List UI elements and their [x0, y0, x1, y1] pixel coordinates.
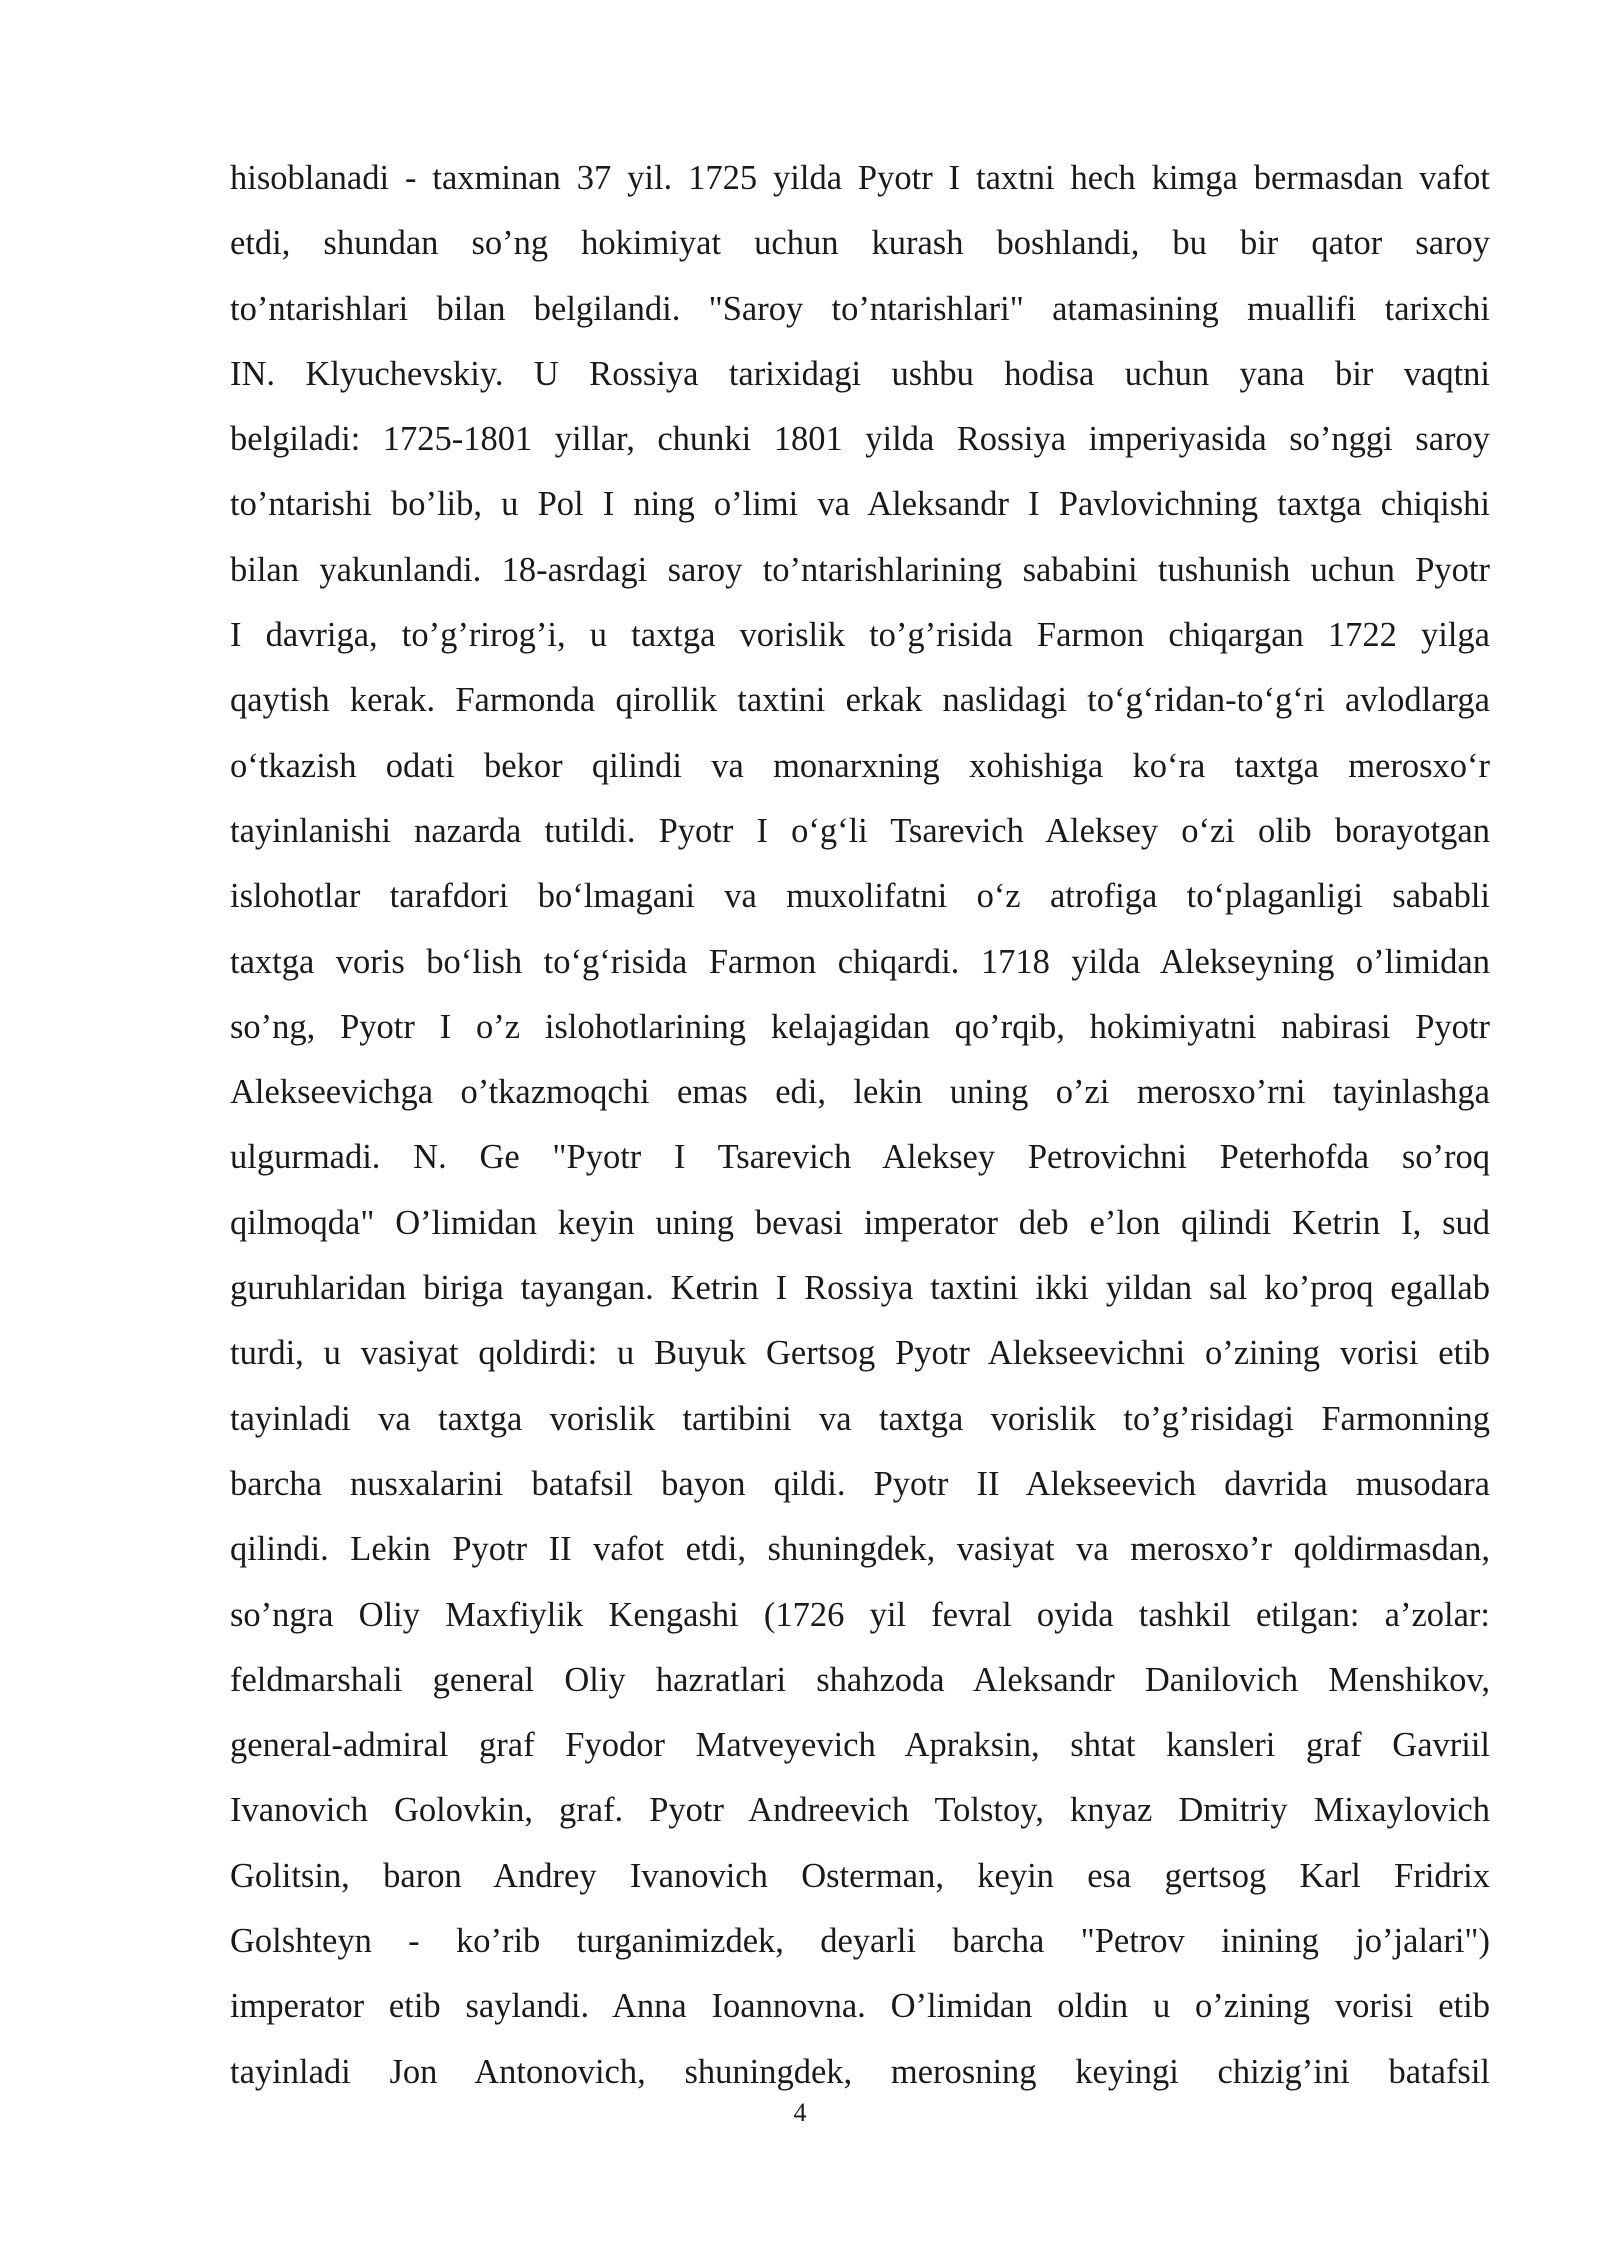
text-line: guruhlaridan biriga tayangan. Ketrin I Rossiya taxtini ikki yildan sal ko’proq egallab	[230, 1269, 1490, 1308]
text-line: tayinlanishi nazarda tutildi. Pyotr I o‘g‘li Tsarevich Aleksey o‘zi olib borayotgan	[230, 811, 1490, 850]
text-line: IN. Klyuchevskiy. U Rossiya tarixidagi ushbu hodisa uchun yana bir vaqtni	[230, 354, 1490, 393]
body-paragraph	[230, 146, 1490, 2105]
text-line: taxtga voris bo‘lish to‘g‘risida Farmon chiqardi. 1718 yilda Alekseyning o’limidan	[230, 942, 1490, 981]
text-line: to’ntarishi bo’lib, u Pol I ning o’limi va Aleksandr I Pavlovichning taxtga chiqishi	[230, 485, 1490, 524]
text-line: general-admiral graf Fyodor Matveyevich Apraksin, shtat kansleri graf Gavriil	[230, 1726, 1490, 1765]
text-line: feldmarshali general Oliy hazratlari shahzoda Aleksandr Danilovich Menshikov,	[230, 1660, 1490, 1699]
text-line: Alekseevichga o’tkazmoqchi emas edi, lekin uning o’zi merosxo’rni tayinlashga	[230, 1073, 1490, 1112]
text-line: ulgurmadi. N. Ge "Pyotr I Tsarevich Aleksey Petrovichni Peterhofda so’roq	[230, 1138, 1490, 1177]
text-line: etdi, shundan so’ng hokimiyat uchun kurash boshlandi, bu bir qator saroy	[230, 224, 1490, 263]
text-line: belgiladi: 1725-1801 yillar, chunki 1801 yilda Rossiya imperiyasida so’nggi saroy	[230, 420, 1490, 459]
text-line: islohotlar tarafdori bo‘lmagani va muxolifatni o‘z atrofiga to‘plaganligi sababli	[230, 877, 1490, 916]
text-line: qilmoqda" O’limidan keyin uning bevasi imperator deb e’lon qilindi Ketrin I, sud	[230, 1203, 1490, 1242]
text-line: so’ngra Oliy Maxfiylik Kengashi (1726 yil fevral oyida tashkil etilgan: a’zolar:	[230, 1595, 1490, 1634]
text-line: o‘tkazish odati bekor qilindi va monarxning xohishiga ko‘ra taxtga merosxo‘r	[230, 746, 1490, 785]
text-line: imperator etib saylandi. Anna Ioannovna. O’limidan oldin u o’zining vorisi etib	[230, 1987, 1490, 2026]
text-line: Golshteyn - ko’rib turganimizdek, deyarli barcha "Petrov inining jo’jalari")	[230, 1922, 1490, 1961]
text-line: tayinladi Jon Antonovich, shuningdek, merosning keyingi chizig’ini batafsil	[230, 2052, 1490, 2091]
text-line: Ivanovich Golovkin, graf. Pyotr Andreevich Tolstoy, knyaz Dmitriy Mixaylovich	[230, 1791, 1490, 1830]
page-number: 4	[793, 2098, 807, 2127]
text-line: so’ng, Pyotr I o’z islohotlarining kelajagidan qo’rqib, hokimiyatni nabirasi Pyotr	[230, 1007, 1490, 1046]
text-line: qaytish kerak. Farmonda qirollik taxtini erkak naslidagi to‘g‘ridan-to‘g‘ri avlodlarga	[230, 681, 1490, 720]
text-line: bilan yakunlandi. 18-asrdagi saroy to’ntarishlarining sababini tushunish uchun Pyotr	[230, 550, 1490, 589]
text-line: I davriga, to’g’rirog’i, u taxtga vorislik to’g’risida Farmon chiqargan 1722 yilga	[230, 616, 1490, 655]
text-line: barcha nusxalarini batafsil bayon qildi. Pyotr II Alekseevich davrida musodara	[230, 1464, 1490, 1503]
text-line: tayinladi va taxtga vorislik tartibini va taxtga vorislik to’g’risidagi Farmonning	[230, 1399, 1490, 1438]
text-line: turdi, u vasiyat qoldirdi: u Buyuk Gertsog Pyotr Alekseevichni o’zining vorisi etib	[230, 1334, 1490, 1373]
text-line: to’ntarishlari bilan belgilandi. "Saroy to’ntarishlari" atamasining muallifi tarixchi	[230, 289, 1490, 328]
text-line: Golitsin, baron Andrey Ivanovich Osterman, keyin esa gertsog Karl Fridrix	[230, 1856, 1490, 1895]
text-line: qilindi. Lekin Pyotr II vafot etdi, shuningdek, vasiyat va merosxo’r qoldirmasdan,	[230, 1530, 1490, 1569]
text-line: hisoblanadi - taxminan 37 yil. 1725 yilda Pyotr I taxtni hech kimga bermasdan vafot	[230, 159, 1490, 197]
